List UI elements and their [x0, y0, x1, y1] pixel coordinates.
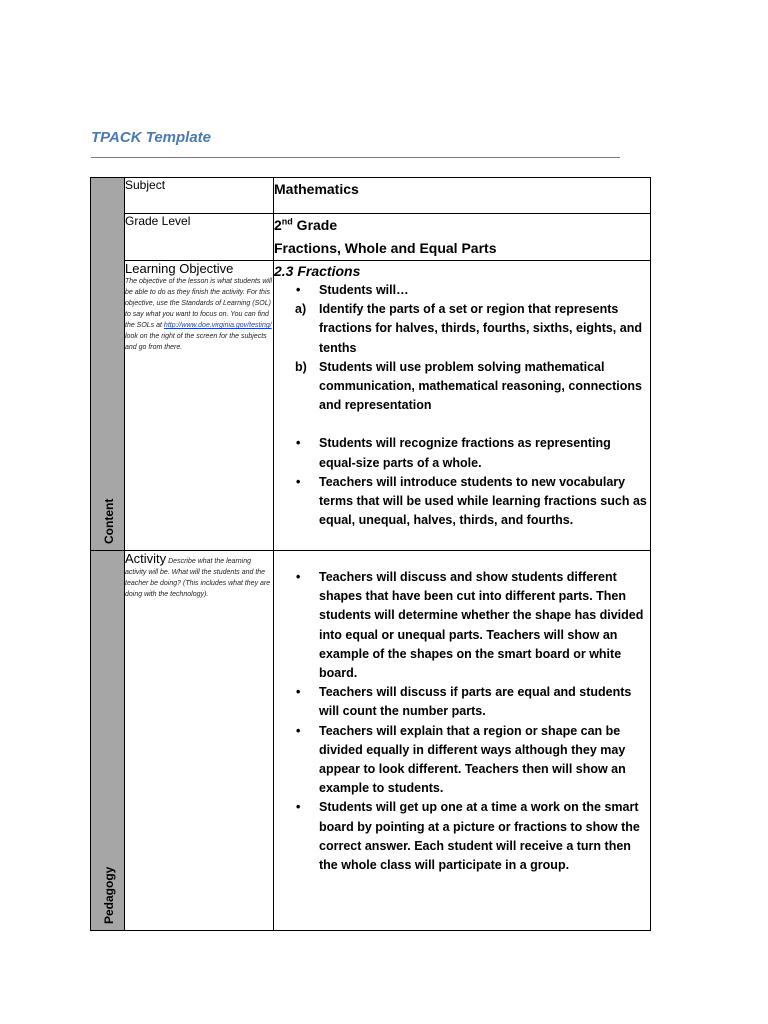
activity-hint — [125, 551, 273, 600]
bullet-icon: • — [296, 436, 301, 451]
grade-number: 2 — [274, 217, 282, 233]
objective-hint — [125, 276, 273, 353]
objective-hint-text: The objective of the lesson is what students will be able to do as they finish the activity. For this objective, use the Standards of Learning (SOL) to say what you want to focus on. You can find the SOLs at — [125, 278, 273, 329]
grade-label: Grade Level — [125, 214, 191, 228]
list-item-text: Identify the parts of a set or region that represents fractions for halves, thirds, fourths, sixths, eights, and tenths — [319, 302, 642, 355]
activity-value-cell — [274, 551, 651, 931]
sol-link[interactable]: http://www.doe.virginia.gov/testing/ — [163, 322, 272, 329]
list-item-text: Teachers will explain that a region or shape can be divided equally in different ways although they may appear to look different. Teachers then will show an example to students. — [319, 723, 626, 796]
list-item-text: Teachers will discuss if parts are equal and students will count the number parts. — [319, 685, 632, 719]
page-title: TPACK Template — [91, 129, 212, 146]
bullet-icon: • — [296, 685, 301, 700]
grade-word: Grade — [292, 217, 338, 233]
list-item — [274, 281, 650, 300]
list-item-text: Students will… — [319, 283, 409, 297]
title-underline — [91, 157, 620, 158]
list-item — [274, 722, 650, 799]
list-item — [274, 568, 650, 683]
list-item — [274, 434, 650, 472]
list-item — [274, 798, 650, 875]
objective-label-cell — [125, 261, 274, 551]
list-item — [274, 683, 650, 721]
subject-value-cell — [274, 178, 651, 214]
list-marker: a) — [295, 302, 307, 317]
pedagogy-side-band — [91, 551, 125, 931]
list-item-text: Students will get up one at a time a work on the smart board by pointing at a picture or fractions to show the correct answer. Each student will receive a turn then the whole class will participate in a group. — [319, 800, 640, 873]
bullet-icon: • — [296, 283, 301, 297]
list-marker: b) — [295, 359, 307, 374]
list-item-text: Students will use problem solving mathematical communication, mathematical reasoning, connections and representation — [319, 359, 642, 413]
grade-topic: Fractions, Whole and Equal Parts — [274, 240, 497, 256]
objective-value-cell — [274, 261, 651, 551]
objective-heading: 2.3 Fractions — [274, 263, 361, 279]
content-side-band — [91, 178, 125, 551]
grade-row — [91, 214, 651, 261]
bullet-icon: • — [296, 723, 301, 738]
grade-value — [274, 214, 650, 237]
subject-row — [91, 178, 651, 214]
activity-row — [91, 551, 651, 931]
list-item — [274, 300, 650, 358]
activity-label-cell — [125, 551, 274, 931]
subject-label: Subject — [125, 178, 166, 192]
pedagogy-side-label: Pedagogy — [101, 866, 116, 924]
grade-suffix: nd — [281, 216, 293, 227]
bullet-icon: • — [296, 800, 301, 815]
grade-value-cell — [274, 214, 651, 261]
list-item-text: Teachers will introduce students to new vocabulary terms that will be used while learning fractions such as equal, unequal, halves, thirds, and fourths. — [319, 474, 647, 528]
bullet-icon: • — [296, 570, 301, 584]
activity-hint-text: Describe what the learning activity will be. What will the students and the teacher be doing? (This includes what they are doing with the technology). — [125, 558, 271, 598]
subject-value: Mathematics — [274, 181, 359, 197]
list-item — [274, 358, 650, 416]
objective-label: Learning Objective — [125, 261, 234, 276]
bullet-icon: • — [296, 474, 301, 489]
objective-row — [91, 261, 651, 551]
grade-label-cell — [125, 214, 274, 261]
list-item-text: Teachers will discuss and show students different shapes that have been cut into different parts. Then students will determine whether the shape has divided into equal or unequal parts. Teachers will show an example of the shapes on the smart board or white board. — [319, 570, 644, 681]
list-item-text: Students will recognize fractions as representing equal-size parts of a whole. — [319, 436, 611, 470]
objective-hint-text-2: look on the right of the screen for the subjects and go from there. — [125, 333, 267, 351]
tpack-table — [90, 177, 651, 931]
list-item — [274, 473, 650, 531]
spacer — [274, 415, 650, 434]
activity-label: Activity — [125, 551, 167, 566]
subject-label-cell — [125, 178, 274, 214]
content-side-label: Content — [101, 498, 116, 544]
